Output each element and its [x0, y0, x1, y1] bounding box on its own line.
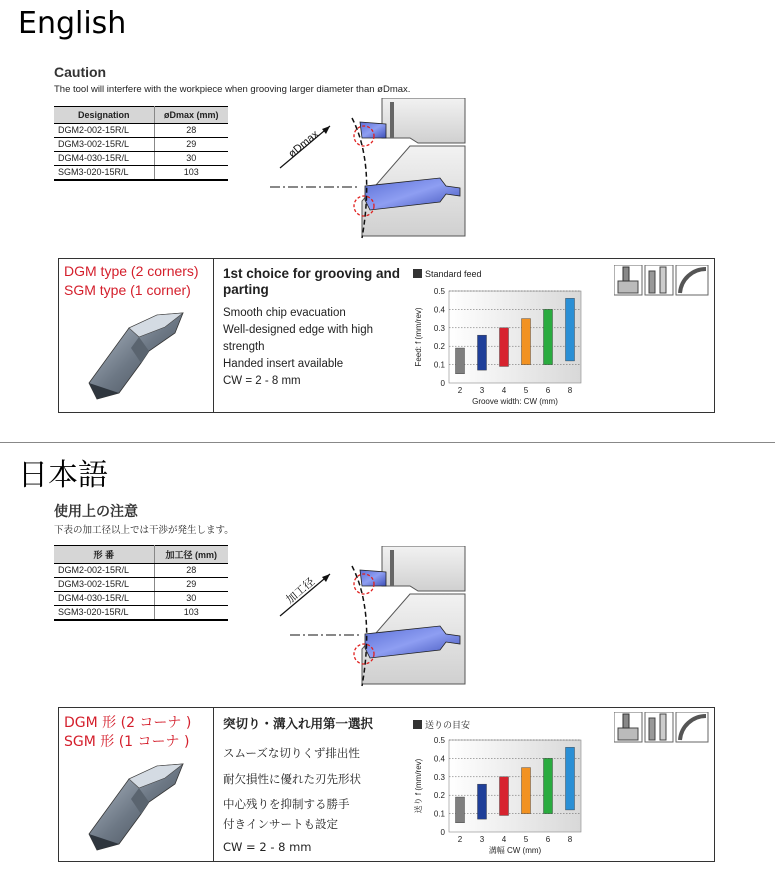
bar — [522, 768, 531, 814]
feed-chart — [411, 734, 591, 860]
table-header-dmax: øDmax (mm) — [154, 107, 228, 124]
table-header-designation: 形 番 — [54, 546, 154, 564]
caution-title-jp: 使用上の注意 — [54, 503, 138, 519]
type-label-sgm: SGM type (1 corner) — [64, 282, 191, 298]
caution-title: Caution — [54, 64, 107, 80]
feed-chart — [411, 285, 591, 411]
x-tick-label: 8 — [567, 835, 573, 844]
insert-upper — [360, 122, 386, 138]
caution-text: The tool will interfere with the workpiece when grooving larger diameter than øDmax. — [54, 84, 411, 95]
bar — [566, 747, 575, 810]
table-row — [54, 124, 228, 138]
table-cell: DGM3-002-15R/L — [54, 578, 154, 592]
table-cell: 103 — [154, 166, 228, 181]
x-tick-label: 6 — [545, 835, 551, 844]
bar — [478, 784, 487, 819]
type-label-dgm: DGM type (2 corners) — [64, 263, 199, 279]
feature-item: Smooth chip evacuation — [223, 307, 346, 319]
y-tick-label: 0 — [440, 379, 445, 388]
feature-item: CW = 2 - 8 mm — [223, 375, 301, 387]
x-tick-label: 8 — [567, 386, 573, 395]
table-cell: 28 — [154, 564, 228, 578]
chart-legend — [413, 718, 470, 731]
table-row — [54, 564, 228, 578]
bar — [544, 309, 553, 364]
table-cell: DGM3-002-15R/L — [54, 138, 154, 152]
section-title-japanese: 日本語 — [18, 458, 108, 493]
y-tick-label: 0.3 — [433, 323, 445, 333]
legend-label: Standard feed — [425, 269, 482, 279]
x-tick-label: 4 — [501, 835, 507, 844]
y-axis-label: 送り f (mm/rev) — [414, 758, 423, 814]
holder-upper-edge — [390, 102, 394, 138]
caution-text-jp: 下表の加工径以上では干渉が発生します。 — [54, 525, 234, 536]
feature-item: strength — [223, 341, 265, 353]
bar — [478, 335, 487, 370]
table-cell: 103 — [154, 606, 228, 621]
y-tick-label: 0.3 — [433, 772, 445, 782]
table-row — [54, 138, 228, 152]
interference-diagram-jp — [270, 546, 470, 688]
dmax-label: øDmax — [286, 128, 322, 161]
parting-icon — [645, 265, 673, 295]
type-label-dgm: DGM 形 (2 コーナ ) — [64, 715, 192, 731]
plot-area — [449, 740, 581, 832]
table-cell: 29 — [154, 138, 228, 152]
table-header-row — [54, 546, 228, 564]
y-tick-label: 0.1 — [433, 809, 445, 819]
holder-upper-edge — [390, 550, 394, 586]
table-row — [54, 152, 228, 166]
section-title-english: English — [18, 6, 127, 41]
dmax-label: 加工径 — [283, 575, 318, 607]
table-header-designation: Designation — [54, 107, 154, 124]
table-header-dmax: 加工径 (mm) — [154, 546, 228, 564]
table-cell: DGM2-002-15R/L — [54, 564, 154, 578]
feature-item: 付きインサートも設定 — [223, 817, 338, 831]
dmax-table — [54, 106, 228, 181]
table-cell: DGM2-002-15R/L — [54, 124, 154, 138]
x-tick-label: 6 — [545, 386, 551, 395]
insert-image — [79, 754, 194, 854]
legend-label: 送りの目安 — [425, 721, 471, 731]
face-grooving-icon — [676, 712, 708, 742]
legend-square-icon — [413, 720, 422, 729]
bar — [500, 328, 509, 367]
dmax-table-jp — [54, 545, 228, 621]
y-axis-label: Feed: f (mm/rev) — [414, 307, 423, 367]
x-tick-label: 5 — [523, 835, 529, 844]
table-cell: 30 — [154, 152, 228, 166]
y-tick-label: 0.4 — [433, 754, 445, 764]
bar — [566, 298, 575, 361]
y-tick-label: 0.4 — [433, 305, 445, 315]
x-tick-label: 5 — [523, 386, 529, 395]
table-row — [54, 166, 228, 181]
y-tick-label: 0.5 — [433, 736, 445, 745]
product-card-left-panel — [59, 708, 214, 861]
application-icons — [614, 712, 709, 744]
table-cell: SGM3-020-15R/L — [54, 606, 154, 621]
bar — [456, 797, 465, 823]
insert-upper — [360, 570, 386, 586]
chart-legend — [413, 269, 482, 279]
holder-upper — [382, 546, 465, 591]
legend-square-icon — [413, 269, 422, 278]
bar — [544, 758, 553, 813]
interference-diagram — [270, 98, 470, 240]
bar — [522, 319, 531, 365]
table-cell: 28 — [154, 124, 228, 138]
feature-item: スムーズな切りくず排出性 — [223, 746, 360, 760]
type-label-sgm: SGM 形 (1 コーナ ) — [64, 734, 190, 750]
y-tick-label: 0 — [440, 828, 445, 837]
x-tick-label: 3 — [479, 386, 485, 395]
table-cell: 29 — [154, 578, 228, 592]
plot-area — [449, 291, 581, 383]
y-tick-label: 0.2 — [433, 342, 445, 352]
bar — [500, 777, 509, 816]
x-tick-label: 2 — [457, 835, 463, 844]
table-header-row — [54, 107, 228, 124]
feature-item: 中心残りを抑制する勝手 — [223, 797, 350, 811]
holder-upper — [382, 98, 465, 143]
bar — [456, 348, 465, 374]
section-divider — [0, 442, 775, 443]
feature-item: Handed insert available — [223, 358, 344, 370]
dmax-arrowhead — [322, 574, 330, 582]
feature-item: 耐欠損性に優れた刃先形状 — [223, 772, 361, 786]
grooving-icon — [614, 712, 642, 742]
y-tick-label: 0.1 — [433, 360, 445, 370]
feature-title: 1st choice for grooving and parting — [223, 266, 401, 297]
y-tick-label: 0.2 — [433, 791, 445, 801]
product-card-left-panel — [59, 259, 214, 412]
x-tick-label: 3 — [479, 835, 485, 844]
face-grooving-icon — [676, 265, 708, 295]
parting-icon — [645, 712, 673, 742]
table-cell: DGM4-030-15R/L — [54, 152, 154, 166]
x-axis-label: Groove width: CW (mm) — [472, 397, 558, 406]
feature-item: CW = 2 - 8 mm — [223, 840, 312, 854]
feature-title: 突切り・溝入れ用第一選択 — [223, 716, 374, 731]
feature-item: Well-designed edge with high — [223, 324, 374, 336]
application-icons — [614, 265, 709, 297]
table-row — [54, 606, 228, 621]
table-cell: SGM3-020-15R/L — [54, 166, 154, 181]
insert-image — [79, 303, 194, 403]
product-card-english — [58, 258, 715, 413]
x-tick-label: 4 — [501, 386, 507, 395]
product-card-japanese — [58, 707, 715, 862]
table-cell: DGM4-030-15R/L — [54, 592, 154, 606]
table-row — [54, 578, 228, 592]
table-row — [54, 592, 228, 606]
dmax-arrowhead — [322, 126, 330, 134]
x-axis-label: 溝幅 CW (mm) — [488, 846, 542, 855]
grooving-icon — [614, 265, 642, 295]
x-tick-label: 2 — [457, 386, 463, 395]
y-tick-label: 0.5 — [433, 287, 445, 296]
table-cell: 30 — [154, 592, 228, 606]
